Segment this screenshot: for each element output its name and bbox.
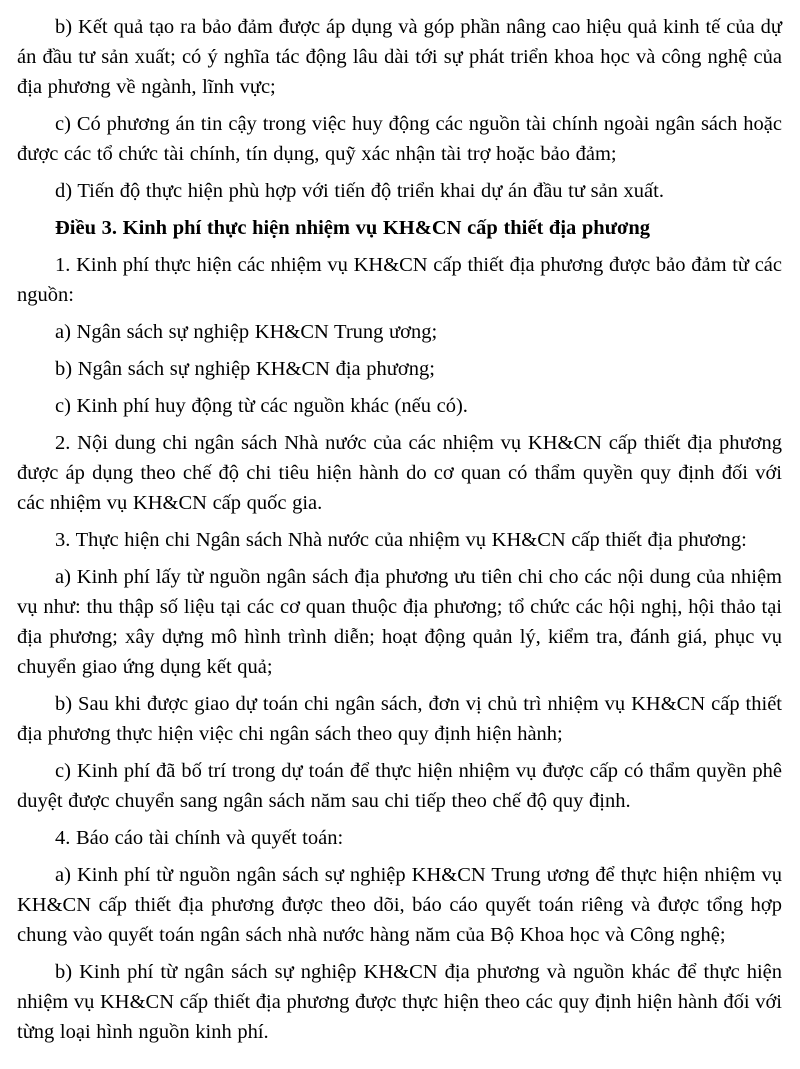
paragraph: a) Kinh phí từ nguồn ngân sách sự nghiệp KH&CN Trung ương để thực hiện nhiệm vụ KH&CN cấp thiết địa phương được theo dõi, báo cáo quyết toán riêng và được tổng hợp chung vào quyết toán ngân sách nhà nước hàng năm của Bộ Khoa học và Công nghệ; xyxy=(17,864,782,946)
paragraph: 3. Thực hiện chi Ngân sách Nhà nước của nhiệm vụ KH&CN cấp thiết địa phương: xyxy=(55,529,747,551)
paragraph: b) Ngân sách sự nghiệp KH&CN địa phương; xyxy=(55,358,435,380)
article-heading: Điều 3. Kinh phí thực hiện nhiệm vụ KH&CN cấp thiết địa phương xyxy=(55,217,650,239)
paragraph: c) Có phương án tin cậy trong việc huy động các nguồn tài chính ngoài ngân sách hoặc được các tổ chức tài chính, tín dụng, quỹ xác nhận tài trợ hoặc bảo đảm; xyxy=(17,113,782,165)
paragraph: d) Tiến độ thực hiện phù hợp với tiến độ triển khai dự án đầu tư sản xuất. xyxy=(55,180,664,202)
paragraph: 4. Báo cáo tài chính và quyết toán: xyxy=(55,827,344,849)
paragraph: a) Kinh phí lấy từ nguồn ngân sách địa phương ưu tiên chi cho các nội dung của nhiệm vụ như: thu thập số liệu tại các cơ quan thuộc địa phương; tổ chức các hội nghị, hội thảo tại địa phương; xây dựng mô hình trình diễn; hoạt động quản lý, kiểm tra, đánh giá, phục vụ chuyển giao ứng dụng kết quả; xyxy=(17,566,782,678)
paragraph: b) Sau khi được giao dự toán chi ngân sách, đơn vị chủ trì nhiệm vụ KH&CN cấp thiết địa phương thực hiện việc chi ngân sách theo quy định hiện hành; xyxy=(17,693,782,745)
paragraph: 2. Nội dung chi ngân sách Nhà nước của các nhiệm vụ KH&CN cấp thiết địa phương được áp dụng theo chế độ chi tiêu hiện hành do cơ quan có thẩm quyền quy định đối với các nhiệm vụ KH&CN cấp quốc gia. xyxy=(17,432,782,514)
paragraph: c) Kinh phí đã bố trí trong dự toán để thực hiện nhiệm vụ được cấp có thẩm quyền phê duyệt được chuyển sang ngân sách năm sau chi tiếp theo chế độ quy định. xyxy=(17,760,782,812)
document-body xyxy=(17,12,782,1047)
paragraph: a) Ngân sách sự nghiệp KH&CN Trung ương; xyxy=(55,321,438,343)
paragraph: b) Kinh phí từ ngân sách sự nghiệp KH&CN địa phương và nguồn khác để thực hiện nhiệm vụ KH&CN cấp thiết địa phương được thực hiện theo các quy định hiện hành đối với từng loại hình nguồn kinh phí. xyxy=(17,961,782,1043)
paragraph: 1. Kinh phí thực hiện các nhiệm vụ KH&CN cấp thiết địa phương được bảo đảm từ các nguồn: xyxy=(17,254,782,306)
paragraph: c) Kinh phí huy động từ các nguồn khác (nếu có). xyxy=(55,395,468,417)
paragraph: b) Kết quả tạo ra bảo đảm được áp dụng và góp phần nâng cao hiệu quả kinh tế của dự án đầu tư sản xuất; có ý nghĩa tác động lâu dài tới sự phát triển khoa học và công nghệ của địa phương về ngành, lĩnh vực; xyxy=(17,16,782,98)
